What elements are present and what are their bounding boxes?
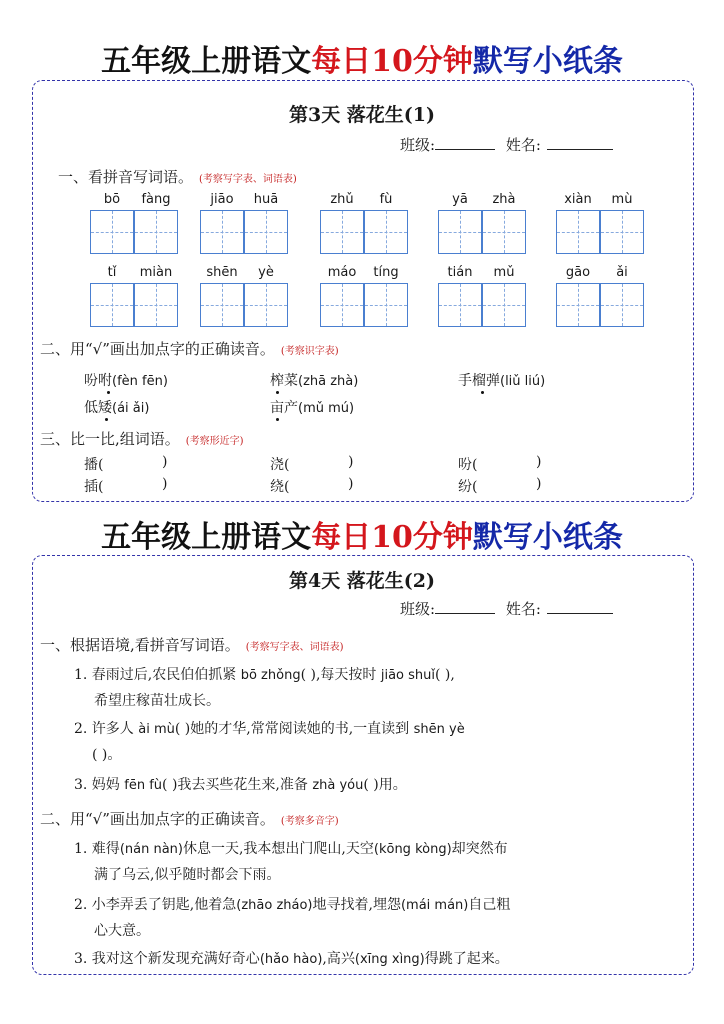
- pinyin-label: mù: [611, 192, 633, 207]
- reading-options: (liǔ liú): [500, 374, 546, 389]
- pinyin-label: zhà: [492, 192, 516, 207]
- compare-char: 纷(: [458, 479, 478, 495]
- pinyin-text: shēn yè: [413, 722, 465, 737]
- writing-cell[interactable]: [482, 210, 526, 254]
- pinyin-text: (xīng xìng): [354, 952, 425, 967]
- pinyin-text: (mái mán): [400, 898, 469, 913]
- compare-item: [458, 454, 477, 474]
- compare-item: [270, 476, 289, 496]
- day3-title: 第3天 落花生(1): [288, 104, 436, 126]
- compare-close: ): [162, 476, 168, 492]
- compare-item: [270, 454, 289, 474]
- header-black-text: 五年级上册语文: [101, 520, 312, 555]
- writing-cell[interactable]: [364, 210, 408, 254]
- section-note: (考察识字表): [280, 346, 339, 357]
- writing-cell[interactable]: [364, 283, 408, 327]
- day3-section3-heading: [40, 428, 244, 449]
- header-blue-text: 默写小纸条: [472, 520, 623, 555]
- writing-cell[interactable]: [244, 210, 288, 254]
- day3-section2-heading: [40, 338, 339, 359]
- compare-close: ): [536, 476, 542, 492]
- pinyin-label: fàng: [141, 192, 171, 207]
- pinyin-label: mǔ: [493, 265, 515, 280]
- compare-char: 插(: [84, 479, 104, 495]
- day4-s1-line2: 希望庄稼苗壮成长。: [94, 693, 220, 709]
- sentence-text: 得跳了起来。: [424, 951, 509, 967]
- sentence-text: ( ),每天按时: [300, 667, 381, 683]
- reading-word: 吩咐: [84, 373, 112, 389]
- pinyin-text: ài mù: [138, 722, 175, 737]
- writing-cell[interactable]: [200, 210, 244, 254]
- reading-item: [84, 370, 168, 390]
- header-red-text: 每日10分钟: [311, 520, 473, 555]
- pinyin-text: (zhāo zháo): [236, 898, 313, 913]
- pinyin-text: fēn fù: [124, 778, 163, 793]
- compare-char: 吩(: [458, 457, 478, 473]
- sentence-text: 3. 妈妈: [74, 777, 125, 793]
- writing-cell[interactable]: [90, 283, 134, 327]
- pinyin-label: zhǔ: [330, 192, 354, 207]
- writing-cell[interactable]: [200, 283, 244, 327]
- sentence-text: 2. 许多人: [74, 721, 139, 737]
- sentence-text: 自己粗: [468, 897, 511, 913]
- reading-options: (zhā zhà): [298, 374, 359, 389]
- writing-cell[interactable]: [438, 210, 482, 254]
- day4-s2-line4: 心大意。: [94, 923, 150, 939]
- name-blank: [547, 135, 613, 150]
- reading-item: [458, 370, 545, 390]
- writing-cell[interactable]: [320, 283, 364, 327]
- day4-s2-line3: [74, 894, 510, 914]
- reading-item: [84, 397, 149, 417]
- writing-cell[interactable]: [320, 210, 364, 254]
- sentence-text: ( )她的才华,常常阅读她的书,一直读到: [174, 721, 414, 737]
- compare-close: ): [162, 454, 168, 470]
- writing-cell[interactable]: [134, 210, 178, 254]
- sentence-text: 1. 难得: [74, 841, 120, 857]
- day4-s1-line1: [74, 664, 455, 684]
- sentence-text: ( )用。: [363, 777, 407, 793]
- emphasis-dot: [276, 391, 279, 394]
- reading-options: (ái ǎi): [112, 401, 150, 416]
- day4-s2-line2: 满了乌云,似乎随时都会下雨。: [94, 867, 281, 883]
- section-title: 三、比一比,组词语。: [40, 430, 180, 448]
- reading-word: 榨菜: [270, 373, 298, 389]
- class-blank: [435, 135, 495, 150]
- day4-s2-line5: [74, 948, 509, 968]
- reading-word: 低矮: [84, 400, 112, 416]
- sentence-text: ( )我去买些花生来,准备: [162, 777, 313, 793]
- pinyin-text: (hǎo hào): [259, 952, 323, 967]
- name-blank: [547, 599, 613, 614]
- day4-title: 第4天 落花生(2): [288, 570, 436, 592]
- pinyin-label: máo: [327, 265, 357, 280]
- emphasis-dot: [276, 418, 279, 421]
- pinyin-text: (kōng kòng): [373, 842, 452, 857]
- compare-char: 绕(: [270, 479, 290, 495]
- class-blank: [435, 599, 495, 614]
- writing-cell[interactable]: [90, 210, 134, 254]
- compare-char: 浇(: [270, 457, 290, 473]
- writing-cell[interactable]: [556, 283, 600, 327]
- pinyin-label: shēn: [206, 265, 238, 280]
- pinyin-label: yè: [258, 265, 274, 280]
- writing-cell[interactable]: [244, 283, 288, 327]
- pinyin-label: jiāo: [210, 192, 234, 207]
- day3-section1-heading: [58, 166, 297, 187]
- header-title: [0, 36, 724, 80]
- pinyin-label: fù: [379, 192, 393, 207]
- reading-item: [270, 397, 354, 417]
- name-label: 姓名:: [505, 136, 541, 154]
- reading-options: (fèn fēn): [112, 374, 168, 389]
- pinyin-text: bō zhǒng: [240, 668, 301, 683]
- reading-item: [270, 370, 358, 390]
- pinyin-label: bō: [103, 192, 121, 207]
- header-title: [0, 512, 724, 556]
- header-red-text: 每日10分钟: [311, 44, 473, 79]
- header-blue-text: 默写小纸条: [472, 44, 623, 79]
- day4-section1-heading: [40, 634, 344, 655]
- sentence-text: ,高兴: [322, 951, 355, 967]
- sentence-text: 休息一天,我本想出门爬山,天空: [182, 841, 374, 857]
- day3-class-name-row: [400, 134, 613, 155]
- sentence-text: 1. 春雨过后,农民伯伯抓紧: [74, 667, 241, 683]
- reading-word: 手榴弹: [458, 373, 500, 389]
- pinyin-label: miàn: [139, 265, 173, 280]
- pinyin-label: yā: [452, 192, 468, 207]
- writing-cell[interactable]: [556, 210, 600, 254]
- pinyin-text: jiāo shuǐ: [380, 668, 435, 683]
- emphasis-dot: [105, 418, 108, 421]
- emphasis-dot: [481, 391, 484, 394]
- section-note: (考察多音字): [280, 816, 339, 827]
- compare-item: [458, 476, 477, 496]
- pinyin-text: (nán nàn): [119, 842, 183, 857]
- compare-close: ): [348, 454, 354, 470]
- class-label: 班级:: [400, 600, 436, 618]
- pinyin-label: xiàn: [564, 192, 592, 207]
- compare-close: ): [348, 476, 354, 492]
- compare-item: [84, 476, 103, 496]
- day4-s2-line1: [74, 838, 508, 858]
- reading-word: 亩产: [270, 400, 298, 416]
- section-title: 一、根据语境,看拼音写词语。: [40, 636, 240, 654]
- sentence-text: 却突然布: [451, 841, 508, 857]
- day4-s1-line4: ( )。: [92, 747, 122, 763]
- writing-cell[interactable]: [482, 283, 526, 327]
- day4-s1-line3: [74, 718, 465, 738]
- writing-cell[interactable]: [438, 283, 482, 327]
- name-label: 姓名:: [505, 600, 541, 618]
- pinyin-label: huā: [253, 192, 279, 207]
- emphasis-dot: [107, 391, 110, 394]
- section-note: (考察形近字): [185, 436, 244, 447]
- sentence-text: 3. 我对这个新发现充满好奇心: [74, 951, 260, 967]
- pinyin-label: tǐ: [107, 265, 117, 280]
- compare-item: [84, 454, 103, 474]
- section-note: (考察写字表、词语表): [199, 174, 297, 185]
- section-title: 二、用“√”画出加点字的正确读音。: [40, 810, 275, 828]
- pinyin-label: gāo: [565, 265, 591, 280]
- reading-options: (mǔ mú): [298, 401, 355, 416]
- pinyin-text: zhà yóu: [312, 778, 364, 793]
- writing-cell[interactable]: [600, 283, 644, 327]
- sentence-text: ( ),: [435, 667, 455, 683]
- class-label: 班级:: [400, 136, 436, 154]
- section-title: 一、看拼音写词语。: [58, 168, 194, 186]
- day4-section2-heading: [40, 808, 339, 829]
- compare-close: ): [536, 454, 542, 470]
- pinyin-label: tíng: [373, 265, 399, 280]
- day4-class-name-row: [400, 598, 613, 619]
- day4-s1-line5: [74, 774, 407, 794]
- section-title: 二、用“√”画出加点字的正确读音。: [40, 340, 275, 358]
- writing-cell[interactable]: [134, 283, 178, 327]
- compare-char: 播(: [84, 457, 104, 473]
- pinyin-label: ǎi: [616, 265, 628, 280]
- sentence-text: 2. 小李弄丢了钥匙,他着急: [74, 897, 237, 913]
- header-black-text: 五年级上册语文: [101, 44, 312, 79]
- pinyin-label: tián: [447, 265, 473, 280]
- writing-cell[interactable]: [600, 210, 644, 254]
- sentence-text: 地寻找着,埋怨: [312, 897, 401, 913]
- section-note: (考察写字表、词语表): [245, 642, 344, 653]
